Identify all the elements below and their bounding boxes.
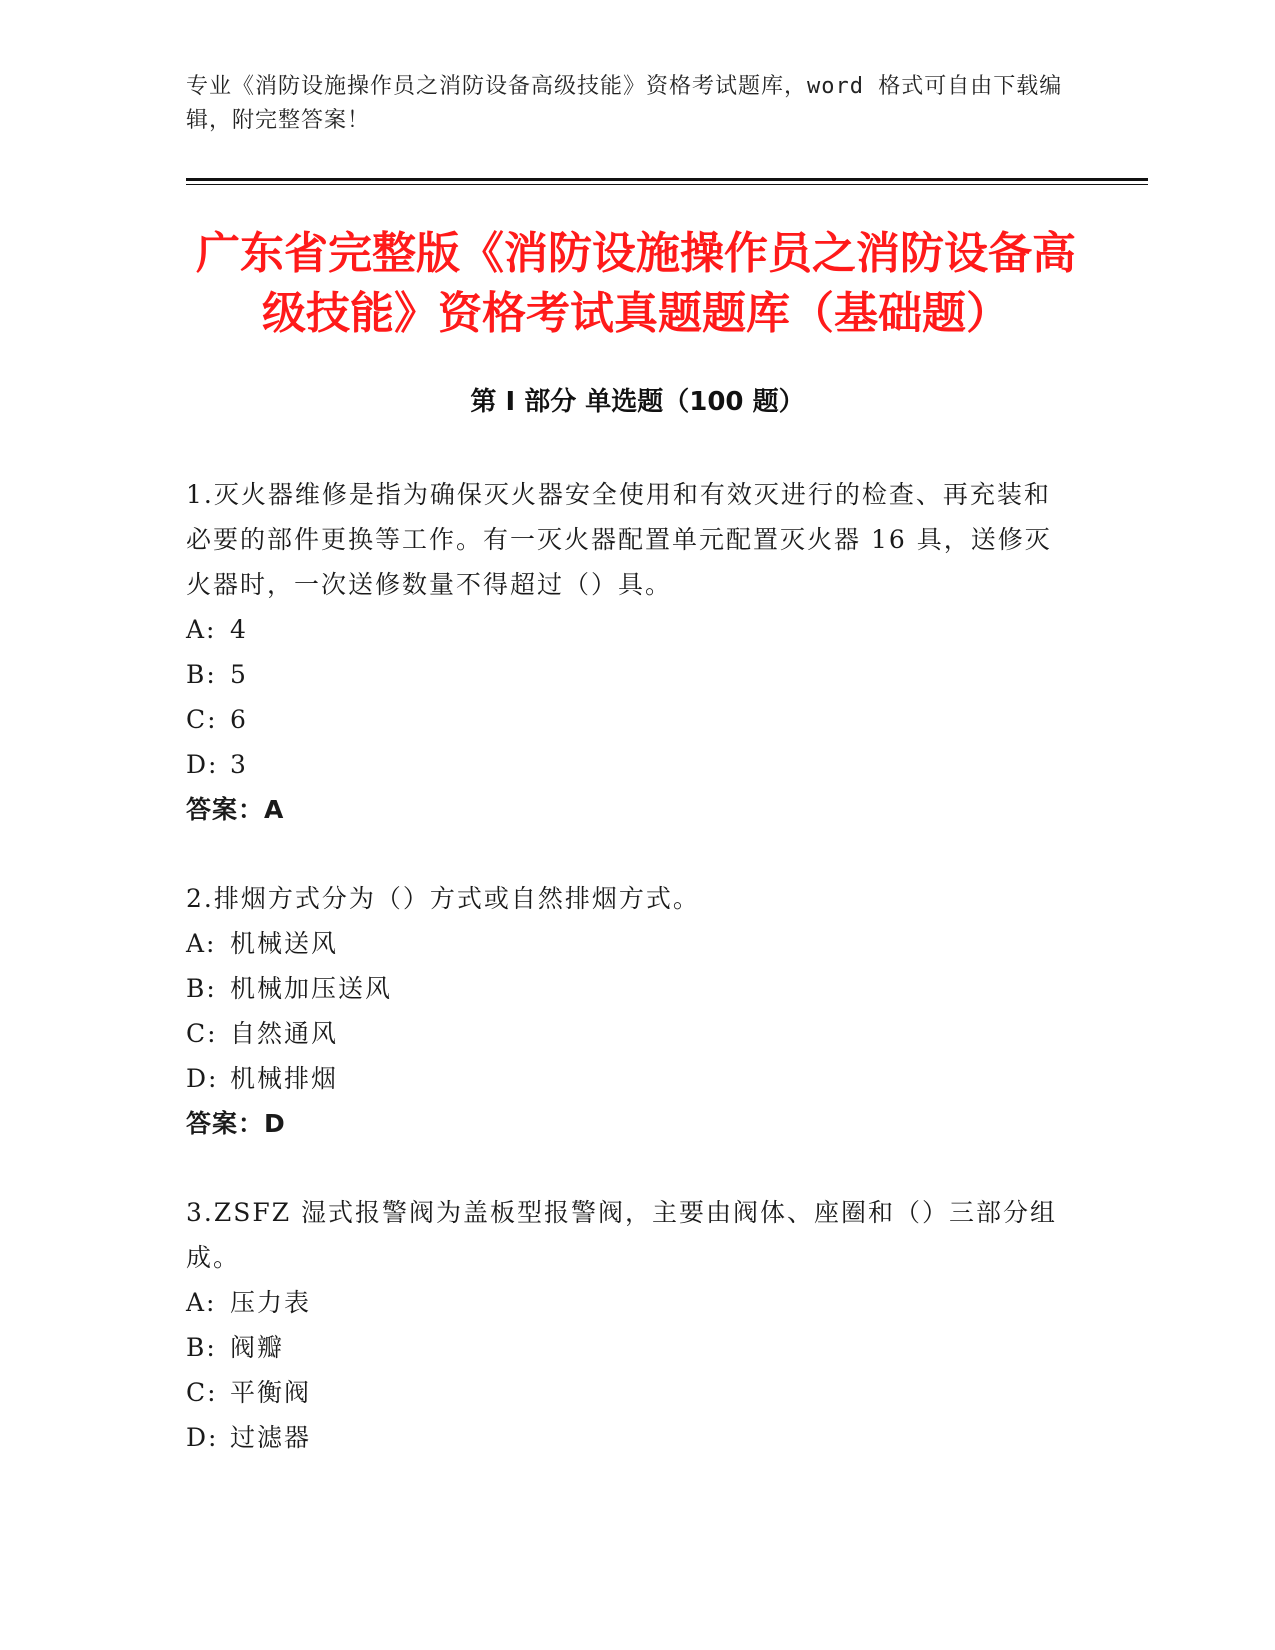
option-d xyxy=(186,1415,1066,1460)
question-stem: 2.排烟方式分为（）方式或自然排烟方式。 xyxy=(186,884,700,913)
question-list xyxy=(186,472,1066,1504)
header-rule-thick xyxy=(186,178,1148,181)
option-text: 过滤器 xyxy=(230,1423,312,1452)
option-letter: C: xyxy=(186,705,218,734)
option-c xyxy=(186,1370,1066,1415)
option-text: 自然通风 xyxy=(230,1019,339,1048)
answer-line: 答案：D xyxy=(186,1109,286,1138)
option-text: 5 xyxy=(230,660,248,689)
option-b xyxy=(186,966,1066,1011)
option-a xyxy=(186,1280,1066,1325)
question-3 xyxy=(186,1190,1066,1460)
option-text: 压力表 xyxy=(230,1288,312,1317)
option-text: 平衡阀 xyxy=(230,1378,312,1407)
option-text: 机械送风 xyxy=(230,929,339,958)
option-text: 3 xyxy=(230,750,248,779)
option-text: 机械排烟 xyxy=(230,1064,339,1093)
option-letter: B: xyxy=(186,974,217,1003)
option-c xyxy=(186,1011,1066,1056)
option-letter: D: xyxy=(186,1423,219,1452)
option-letter: D: xyxy=(186,1064,219,1093)
answer-line: 答案：A xyxy=(186,795,285,824)
option-text: 6 xyxy=(230,705,248,734)
option-d xyxy=(186,742,1066,787)
option-c xyxy=(186,697,1066,742)
option-letter: C: xyxy=(186,1019,218,1048)
option-a xyxy=(186,921,1066,966)
option-letter: A: xyxy=(186,615,217,644)
header-rule-thin xyxy=(186,184,1148,185)
option-text: 阀瓣 xyxy=(230,1333,285,1362)
option-letter: C: xyxy=(186,1378,218,1407)
option-letter: D: xyxy=(186,750,219,779)
question-2 xyxy=(186,876,1066,1146)
option-letter: B: xyxy=(186,660,217,689)
question-stem: 3.ZSFZ 湿式报警阀为盖板型报警阀，主要由阀体、座圈和（）三部分组成。 xyxy=(186,1198,1058,1272)
option-letter: A: xyxy=(186,1288,217,1317)
header-note: 专业《消防设施操作员之消防设备高级技能》资格考试题库，word 格式可自由下载编辑，附完整答案！ xyxy=(186,74,1063,133)
option-b xyxy=(186,1325,1066,1370)
section-heading: 第 I 部分 单选题（100 题） xyxy=(470,387,805,417)
option-b xyxy=(186,652,1066,697)
option-text: 4 xyxy=(230,615,248,644)
document-title: 广东省完整版《消防设施操作员之消防设备高级技能》资格考试真题题库（基础题） xyxy=(196,228,1076,339)
question-1 xyxy=(186,472,1066,832)
option-d xyxy=(186,1056,1066,1101)
option-letter: A: xyxy=(186,929,217,958)
question-stem: 1.灭火器维修是指为确保灭火器安全使用和有效灭进行的检查、再充装和必要的部件更换等工作。有一灭火器配置单元配置灭火器 16 具，送修灭火器时，一次送修数量不得超过（）具。 xyxy=(186,480,1052,599)
option-letter: B: xyxy=(186,1333,217,1362)
option-a xyxy=(186,607,1066,652)
option-text: 机械加压送风 xyxy=(230,974,393,1003)
